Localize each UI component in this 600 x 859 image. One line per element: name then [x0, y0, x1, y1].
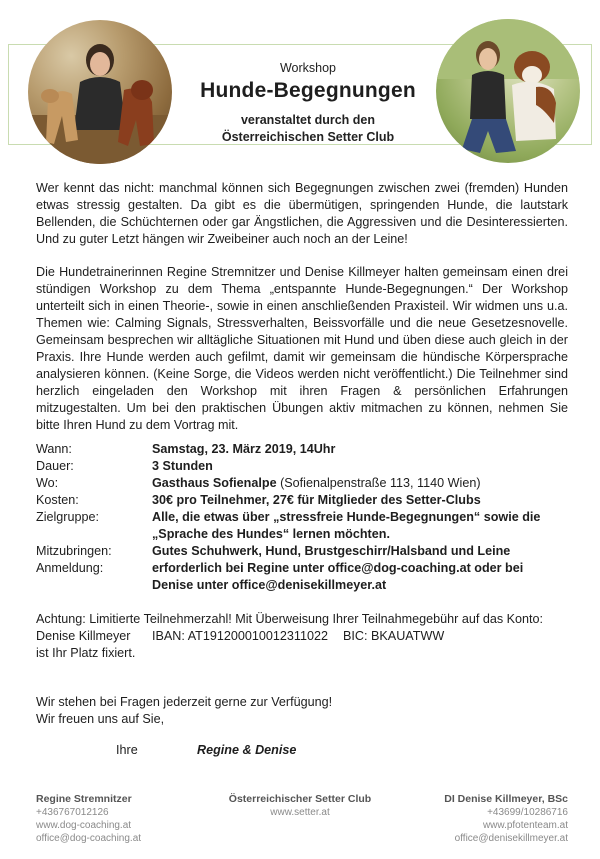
- closing-text: [36, 694, 332, 728]
- detail-label: Mitzubringen:: [36, 544, 112, 558]
- notice-line-1: Achtung: Limitierte Teilnehmerzahl! Mit Überweisung Ihrer Teilnahmegebühr auf das Konto:: [36, 612, 544, 626]
- header-right-edge: [591, 44, 592, 144]
- detail-value: [152, 475, 576, 492]
- footer-left-phone: +436767012126: [36, 807, 109, 818]
- footer-mid-web[interactable]: www.setter.at: [270, 807, 330, 818]
- target-line-1: Alle, die etwas über „stressfreie Hunde-Begegnungen“ sowie die: [152, 510, 541, 524]
- event-details: [36, 441, 576, 594]
- bic-value: BIC: BKAUATWW: [343, 629, 445, 643]
- organizer-line-1: veranstaltet durch den: [240, 113, 376, 127]
- notice-line-3: ist Ihr Platz fixiert.: [36, 646, 136, 660]
- detail-label: Wann:: [36, 442, 72, 456]
- detail-row-wo: [36, 475, 576, 492]
- signature-ihre: Ihre: [116, 743, 138, 757]
- workshop-title: Hunde-Begegnungen: [200, 79, 416, 102]
- footer-contact-middle: [186, 793, 414, 819]
- detail-row-wann: [36, 441, 576, 458]
- detail-row-zielgruppe: [36, 509, 576, 543]
- detail-label: Anmeldung:: [36, 561, 104, 575]
- detail-value: Samstag, 23. März 2019, 14Uhr: [152, 442, 336, 456]
- intro-paragraph: Wer kennt das nicht: manchmal können sich Begegnungen zwischen zwei (fremden) Hunden etwas stressig gestalten. Da gibt es die übermütigen, springenden Hunde, die lautstark Bellenden, die Schüchternen oder gar Ängstlichen, die Aggressiven und die Desinteressierten. Und zu guter Letzt hängen wir Zweibeiner auch noch an der Leine!: [36, 181, 568, 246]
- account-holder: Denise Killmeyer: [36, 629, 131, 643]
- detail-label: Kosten:: [36, 493, 79, 507]
- detail-value: 3 Stunden: [152, 459, 213, 473]
- footer-contact-right: [444, 793, 568, 845]
- detail-label: Wo:: [36, 476, 59, 490]
- footer-right-email[interactable]: office@denisekillmeyer.at: [454, 833, 568, 844]
- woman-with-saint-bernard-illustration: [436, 19, 580, 163]
- registration-line-2: Denise unter office@denisekillmeyer.at: [152, 578, 387, 592]
- closing-line-2: Wir freuen uns auf Sie,: [36, 712, 165, 726]
- title-block: [190, 60, 426, 146]
- footer-mid-name: Österreichischer Setter Club: [228, 793, 372, 805]
- detail-row-mitbringen: [36, 543, 576, 560]
- venue-name: Gasthaus Sofienalpe: [152, 476, 277, 490]
- payment-notice: [36, 611, 576, 662]
- footer-right-phone: +43699/10286716: [487, 807, 568, 818]
- detail-row-kosten: [36, 492, 576, 509]
- detail-label: Zielgruppe:: [36, 510, 100, 524]
- iban-value: IBAN: AT191200010012311022: [152, 629, 328, 643]
- closing-line-1: Wir stehen bei Fragen jederzeit gerne zur Verfügung!: [36, 695, 333, 709]
- detail-label: Dauer:: [36, 459, 74, 473]
- trainer-photo-right: [436, 19, 580, 163]
- footer-right-web[interactable]: www.pfotenteam.at: [482, 820, 568, 831]
- description-paragraph: Die Hundetrainerinnen Regine Stremnitzer und Denise Killmeyer halten gemeinsam einen drei stündigen Workshop zu dem Thema „entspannte Hunde-Begegnungen.“ Der Workshop unterteilt sich in einen Theorie-, sowie in einen anschließenden Praxisteil. Wir widmen uns u.a. Themen wie: Calming Signals, Stressverhalten, Beissvorfälle und die neue Gesetzesnovelle. Gemeinsam besprechen wir alltägliche Situationen mit Hund und üben diese auch gleich in der Praxis. Ihre Hunde werden auch gefilmt, damit wir gemeinsam die hündische Körpersprache analysieren können. (Keine Sorge, die Videos werden nicht veröffentlicht.) Die Teilnehmer sind herzlich eingeladen den Workshop mit ihren Fragen & persönlichen Erfahrungen mitzugestalten. Um bei den praktischen Übungen aktiv mitmachen zu können, nehmen Sie bitte Ihren Hund zu dem Vortrag mit.: [36, 265, 568, 432]
- target-line-2: „Sprache des Hundes“ lernen möchten.: [152, 527, 390, 541]
- trainer-photo-left: [28, 20, 172, 164]
- organizer-line-2: Österreichischen Setter Club: [221, 130, 395, 144]
- footer-left-name: Regine Stremnitzer: [36, 793, 132, 805]
- venue-address: (Sofienalpenstraße 113, 1140 Wien): [280, 476, 481, 490]
- detail-value: [152, 509, 576, 543]
- detail-value: 30€ pro Teilnehmer, 27€ für Mitglieder des Setter-Clubs: [152, 493, 481, 507]
- signature-names: Regine & Denise: [197, 743, 297, 757]
- registration-line-1: erforderlich bei Regine unter office@dog-coaching.at oder bei: [152, 561, 524, 575]
- account-line: [36, 628, 576, 645]
- detail-row-dauer: [36, 458, 576, 475]
- workshop-label: Workshop: [279, 61, 337, 75]
- header-left-edge: [8, 44, 9, 144]
- footer-right-name: DI Denise Killmeyer, BSc: [444, 793, 568, 805]
- footer-left-web[interactable]: www.dog-coaching.at: [36, 820, 132, 831]
- footer-contact-left: [36, 793, 141, 845]
- footer-left-email[interactable]: office@dog-coaching.at: [36, 833, 142, 844]
- woman-with-dogs-illustration: [28, 20, 172, 164]
- detail-value: [152, 560, 576, 594]
- detail-value: Gutes Schuhwerk, Hund, Brustgeschirr/Halsband und Leine: [152, 544, 511, 558]
- detail-row-anmeldung: [36, 560, 576, 594]
